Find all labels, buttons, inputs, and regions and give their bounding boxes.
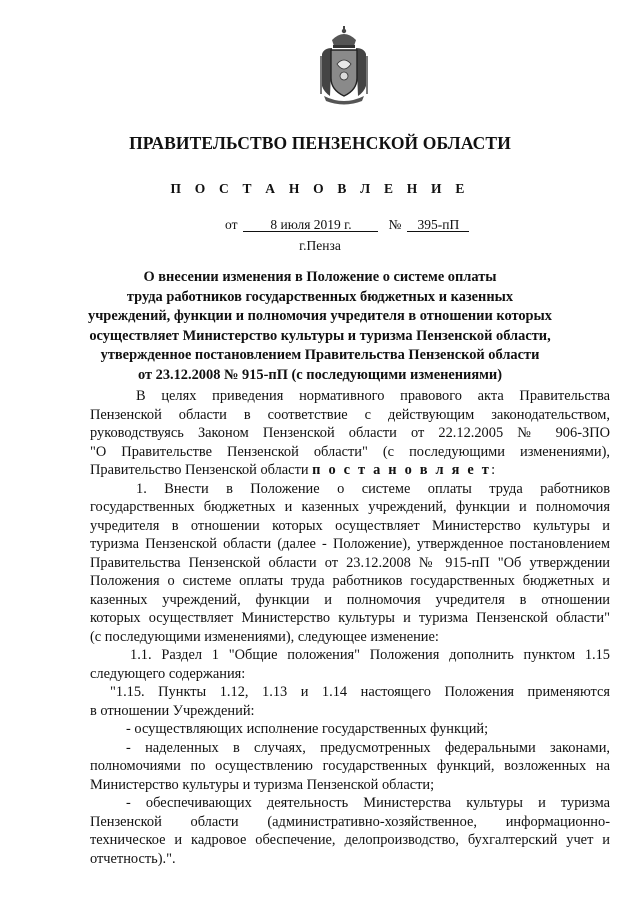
body-line: - осуществляющих исполнение государственных функций; <box>126 721 489 737</box>
document-body <box>90 387 610 868</box>
body-line: техническое и кадровое обеспечение, делопроизводство, бухгалтерский учет и <box>90 832 610 848</box>
date-prefix: от <box>225 217 238 232</box>
document-date: 8 июля 2019 г. <box>243 218 378 232</box>
resolution-keyword: п о с т а н о в л я е т <box>312 462 492 478</box>
body-line: (с последующими изменениями), следующее изменение: <box>90 628 439 645</box>
subject-line: осуществляет Министерство культуры и туризма Пензенской области, <box>89 327 551 344</box>
body-line: Положения о системе оплаты труда работников государственных бюджетных и <box>90 573 610 589</box>
government-title: ПРАВИТЕЛЬСТВО ПЕНЗЕНСКОЙ ОБЛАСТИ <box>129 133 511 153</box>
body-line: "1.15. Пункты 1.12, 1.13 и 1.14 настоящего Положения применяются <box>110 684 610 700</box>
body-line <box>90 461 610 480</box>
body-line: руководствуясь Законом Пензенской области от 22.12.2005 № 906-ЗПО <box>90 425 610 441</box>
body-text: Правительство Пензенской области <box>90 462 309 478</box>
subject-line: О внесении изменения в Положение о системе оплаты <box>143 269 497 285</box>
body-line: Правительства Пензенской области от 23.12.2008 № 915-пП "Об утверждении <box>90 554 610 571</box>
body-line: которых осуществляет Министерство культуры и туризма Пензенской области" <box>90 610 610 626</box>
body-line: в отношении Учреждений: <box>90 702 255 719</box>
body-line: "О Правительстве Пензенской области" (с последующими изменениями), <box>90 443 610 460</box>
subject-line: учреждений, функции и полномочия учредителя в отношении которых <box>88 308 552 325</box>
number-sign: № <box>388 217 402 232</box>
document-subject <box>80 268 560 386</box>
subject-line: утвержденное постановлением Правительства Пензенской области <box>100 347 540 364</box>
body-line: - наделенных в случаях, предусмотренных федеральными законами, <box>126 739 610 756</box>
document-number: 395-пП <box>407 218 469 232</box>
subject-line: от 23.12.2008 № 915-пП (с последующими изменениями) <box>137 366 503 383</box>
body-line: 1.1. Раздел 1 "Общие положения" Положения дополнить пунктом 1.15 <box>130 647 610 663</box>
city: г.Пенза <box>299 238 341 253</box>
body-line: следующего содержания: <box>90 665 246 682</box>
body-line: 1. Внести в Положение о системе оплаты труда работников <box>136 480 610 497</box>
body-line: В целях приведения нормативного правового акта Правительства <box>136 388 610 404</box>
document-type: П О С Т А Н О В Л Е Н И Е <box>170 181 470 196</box>
body-line: государственных бюджетных и казенных учреждений, функции и полномочия <box>90 499 610 515</box>
penza-coat-of-arms-icon <box>318 26 370 106</box>
body-line: Министерство культуры и туризма Пензенской области; <box>90 776 435 793</box>
subject-line: труда работников государственных бюджетных и казенных <box>126 288 514 305</box>
reference-line <box>225 217 469 233</box>
body-line: полномочиями по осуществлению государственных функций, возложенных на <box>90 758 610 774</box>
body-line: Пензенской области (административно-хозяйственное, информационно- <box>90 813 610 830</box>
body-line: туризма Пензенской области (далее - Положение), утвержденное постановлением <box>90 536 610 552</box>
body-line: учредителя в отношении которых осуществляет Министерство культуры и <box>90 517 610 534</box>
body-line: отчетность).". <box>90 850 176 867</box>
body-line: Пензенской области в соответствие с действующим законодательством, <box>90 406 610 423</box>
body-line: - обеспечивающих деятельность Министерства культуры и туризма <box>126 795 610 811</box>
body-line: казенных учреждений, функции и полномочия учредителя в отношении <box>90 591 610 608</box>
body-text: : <box>491 462 496 478</box>
